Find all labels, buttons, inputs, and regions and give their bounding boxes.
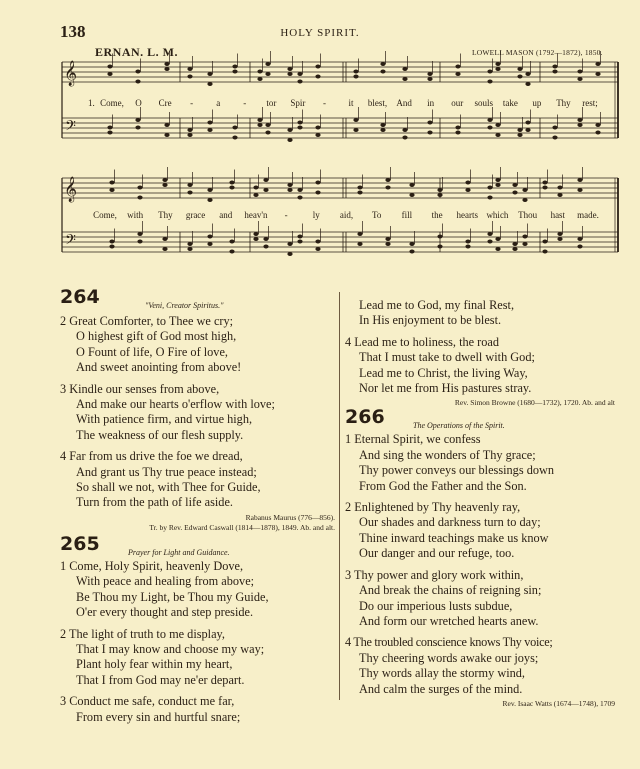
note-head — [263, 188, 268, 192]
note-head — [232, 70, 237, 74]
note-head — [265, 131, 270, 135]
verse-line: And make our hearts o'erflow with love; — [76, 397, 275, 412]
hymn-264 — [60, 286, 335, 533]
column-divider — [339, 292, 340, 700]
verse-line: 4 Far from us drive the foe we dread, — [60, 449, 243, 464]
note-head — [385, 186, 390, 190]
note-head — [522, 242, 527, 246]
note-head — [517, 75, 522, 79]
note-head — [487, 80, 492, 84]
tune-name: ERNAN. L. M. — [95, 45, 178, 59]
note-head — [437, 188, 442, 192]
verse-line: Our danger and our refuge, too. — [359, 546, 515, 561]
note-head — [315, 240, 320, 244]
music-score — [0, 0, 640, 290]
lyric-syllable: souls — [474, 98, 494, 108]
note-head — [409, 183, 414, 187]
verse-line: And break the chains of reigning sin; — [359, 583, 542, 598]
lyric-syllable: O — [135, 98, 142, 108]
note-head — [187, 242, 192, 246]
note-head — [465, 181, 470, 185]
note-head — [187, 67, 192, 71]
note-head — [465, 245, 470, 249]
note-head — [517, 128, 522, 132]
verse-line: That I may know and choose my way; — [76, 641, 265, 656]
note-head — [542, 186, 547, 190]
note-head — [409, 242, 414, 246]
note-head — [109, 188, 114, 192]
verse-line: O'er every thought and step preside. — [76, 605, 254, 620]
note-head — [137, 196, 142, 200]
note-head — [542, 250, 547, 254]
treble-clef: 𝄞 — [64, 61, 78, 86]
note-head — [577, 77, 582, 81]
note-head — [207, 72, 212, 76]
verse-line: From God the Father and the Son. — [359, 478, 527, 493]
note-head — [287, 72, 292, 76]
verse-line: Lead me to Christ, the living Way, — [359, 365, 528, 380]
verse-line: Plant holy fear within my heart, — [76, 657, 233, 672]
verse-line: And calm the surges of the mind. — [359, 681, 523, 696]
note-head — [287, 188, 292, 192]
note-head — [380, 70, 385, 74]
note-head — [207, 188, 212, 192]
note-head — [107, 126, 112, 130]
lyric-syllable: blest, — [367, 98, 388, 108]
bass-clef: 𝄢 — [65, 232, 76, 252]
note-head — [137, 240, 142, 244]
note-head — [577, 70, 582, 74]
note-head — [437, 193, 442, 197]
note-head — [107, 131, 112, 135]
note-head — [495, 123, 500, 127]
note-head — [257, 118, 262, 122]
lyric-syllable: aid, — [339, 210, 354, 220]
note-head — [229, 186, 234, 190]
note-head — [207, 198, 212, 202]
lyric-syllable: in — [427, 98, 435, 108]
hymn-title: Prayer for Light and Guidance. — [128, 547, 230, 557]
note-head — [487, 186, 492, 190]
note-head — [512, 183, 517, 187]
note-head — [557, 232, 562, 236]
note-head — [357, 186, 362, 190]
verse-line: And sing the wonders of Thy grace; — [359, 447, 536, 462]
lyric-syllable: ly — [312, 210, 320, 220]
note-head — [557, 186, 562, 190]
note-head — [357, 191, 362, 195]
lyric-syllable: and — [219, 210, 233, 220]
note-head — [495, 62, 500, 66]
lyric-syllable: Thy — [556, 98, 571, 108]
verse-line: O highest gift of God most high, — [76, 329, 237, 344]
verse-line: 3 Conduct me safe, conduct me far, — [60, 694, 235, 709]
verse-line: Turn from the path of life aside. — [76, 495, 233, 510]
note-head — [135, 70, 140, 74]
treble-clef: 𝄞 — [64, 177, 78, 202]
note-head — [164, 62, 169, 66]
note-head — [287, 183, 292, 187]
note-head — [512, 191, 517, 195]
lyric-syllable: take — [502, 98, 518, 108]
note-head — [164, 133, 169, 137]
verse-line: Thine inward teachings make us know — [359, 530, 549, 545]
lyric-syllable: hearts — [456, 210, 478, 220]
lyric-syllable: - — [190, 98, 194, 108]
note-head — [207, 128, 212, 132]
note-head — [380, 62, 385, 66]
lyric-syllable: Thy — [158, 210, 173, 220]
note-head — [253, 186, 258, 190]
note-head — [315, 247, 320, 251]
note-head — [287, 128, 292, 132]
lyric-syllable: Come, — [93, 210, 117, 220]
note-head — [263, 245, 268, 249]
note-head — [297, 235, 302, 239]
note-head — [109, 240, 114, 244]
verse-line: And grant us Thy true peace instead; — [76, 464, 257, 479]
note-head — [257, 77, 262, 81]
note-head — [552, 70, 557, 74]
verse-line: 2 The light of truth to me display, — [60, 626, 225, 641]
note-head — [207, 121, 212, 125]
lyric-syllable: fill — [401, 210, 413, 220]
note-head — [353, 128, 358, 132]
note-head — [380, 123, 385, 127]
lyric-syllable: Spir — [290, 98, 306, 108]
note-head — [315, 133, 320, 137]
verse-line: Lead me to God, my final Rest, — [359, 298, 515, 312]
note-head — [232, 136, 237, 140]
note-head — [402, 136, 407, 140]
lyric-syllable: which — [486, 210, 509, 220]
note-head — [380, 128, 385, 132]
note-head — [253, 193, 258, 197]
hymn-265 — [60, 532, 335, 725]
hymn-credit: Rev. Simon Browne (1680—1732), 1720. Ab. and alt — [454, 398, 615, 408]
hymn-credit-translator: Tr. by Rev. Edward Caswall (1814—1878), 1849. Ab. and alt. — [149, 522, 335, 532]
note-head — [427, 72, 432, 76]
lyric-syllable: with — [127, 210, 144, 220]
note-head — [315, 65, 320, 69]
verse-line: The weakness of our flesh supply. — [76, 427, 244, 442]
page-number: 138 — [60, 22, 86, 41]
hymn-number: 264 — [60, 286, 100, 308]
verse-line: 3 Kindle our senses from above, — [60, 381, 220, 396]
note-head — [107, 65, 112, 69]
note-head — [187, 133, 192, 137]
verse-line: Thy power conveys our blessings down — [359, 463, 555, 478]
verse-line: Thy words allay the stormy wind, — [359, 666, 525, 681]
note-head — [577, 245, 582, 249]
verse-line: Nor let me from His pastures stray. — [359, 381, 532, 396]
note-head — [542, 181, 547, 185]
note-head — [595, 131, 600, 135]
hymn-credit: Rev. Isaac Watts (1674—1748), 1709 — [502, 698, 615, 708]
hymn-title: "Veni, Creator Spiritus." — [145, 301, 224, 310]
note-head — [522, 188, 527, 192]
note-head — [229, 181, 234, 185]
note-head — [427, 77, 432, 81]
verse-line: O Fount of life, O Fire of love, — [76, 344, 228, 359]
note-head — [577, 178, 582, 182]
lyric-syllable: - — [284, 210, 288, 220]
hymn-number: 265 — [60, 532, 100, 555]
note-head — [135, 126, 140, 130]
note-head — [297, 188, 302, 192]
note-head — [455, 131, 460, 135]
note-head — [162, 178, 167, 182]
verse-line: 4 Lead me to holiness, the road — [345, 334, 500, 349]
note-head — [109, 181, 114, 185]
hymn-266 — [345, 406, 615, 709]
note-head — [495, 133, 500, 137]
note-head — [107, 72, 112, 76]
note-head — [187, 247, 192, 251]
note-head — [162, 183, 167, 187]
note-head — [522, 235, 527, 239]
tune-composer: LOWELL MASON (1792—1872), 1850. — [472, 48, 603, 57]
note-head — [253, 232, 258, 236]
note-head — [287, 67, 292, 71]
note-head — [487, 240, 492, 244]
lyric-syllable: the — [431, 210, 443, 220]
note-head — [512, 247, 517, 251]
note-head — [385, 237, 390, 241]
note-head — [487, 70, 492, 74]
note-head — [297, 126, 302, 130]
note-head — [297, 121, 302, 125]
note-head — [525, 82, 530, 86]
lyric-syllable: it — [348, 98, 354, 108]
note-head — [525, 128, 530, 132]
note-head — [265, 72, 270, 76]
lyric-syllable: heav'n — [244, 210, 268, 220]
note-head — [455, 126, 460, 130]
verse-line: Our shades and darkness turn to day; — [359, 515, 541, 530]
note-head — [487, 118, 492, 122]
note-head — [207, 82, 212, 86]
note-head — [557, 193, 562, 197]
note-head — [207, 242, 212, 246]
note-head — [164, 67, 169, 71]
verse-line: With peace and healing from above; — [76, 574, 255, 589]
note-head — [353, 75, 358, 79]
note-head — [402, 67, 407, 71]
verse-line: 1 Eternal Spirit, we confess — [345, 432, 481, 447]
note-head — [517, 67, 522, 71]
left-column — [60, 286, 335, 725]
verse-line: So shall we not, with Thee for Guide, — [76, 480, 261, 495]
note-head — [595, 62, 600, 66]
note-head — [552, 126, 557, 130]
verse-line: Thy cheering words awake our joys; — [359, 650, 539, 665]
lyric-syllable: And — [396, 98, 412, 108]
note-head — [162, 247, 167, 251]
hymn-credit: Rabanus Maurus (776—856). — [245, 512, 335, 522]
verse-line: 2 Great Comforter, to Thee we cry; — [60, 314, 234, 328]
note-head — [409, 250, 414, 254]
verse-line: That I must take to dwell with God; — [359, 350, 535, 365]
lyric-syllable: a — [216, 98, 221, 108]
lyric-syllable: - — [243, 98, 247, 108]
note-head — [315, 181, 320, 185]
lyric-syllable: rest; — [582, 98, 598, 108]
note-head — [552, 136, 557, 140]
note-head — [385, 178, 390, 182]
note-head — [465, 240, 470, 244]
lyric-syllable: tor — [266, 98, 277, 108]
note-head — [542, 240, 547, 244]
note-head — [525, 121, 530, 125]
verse-number: 1. — [88, 98, 95, 108]
note-head — [229, 250, 234, 254]
lyric-syllable: To — [372, 210, 382, 220]
verse-line: Do our imperious lusts subdue, — [359, 598, 513, 613]
note-head — [357, 242, 362, 246]
note-head — [109, 245, 114, 249]
note-head — [577, 118, 582, 122]
note-head — [577, 188, 582, 192]
verse-line: And sweet anointing from above! — [76, 360, 242, 375]
note-head — [525, 72, 530, 76]
note-head — [232, 126, 237, 130]
note-head — [297, 80, 302, 84]
note-head — [263, 178, 268, 182]
note-head — [263, 237, 268, 241]
note-head — [353, 70, 358, 74]
lyric-syllable: Cre — [158, 98, 172, 108]
note-head — [512, 242, 517, 246]
note-head — [187, 128, 192, 132]
note-head — [257, 70, 262, 74]
note-head — [229, 240, 234, 244]
note-head — [287, 242, 292, 246]
lyric-syllable: up — [532, 98, 542, 108]
verse-line: That I from God may ne'er depart. — [76, 672, 245, 687]
verse-line: 2 Enlightened by Thy heavenly ray, — [345, 500, 521, 515]
verse-line: Be Thou my Light, be Thou my Guide, — [76, 589, 269, 604]
note-head — [577, 123, 582, 127]
note-head — [137, 232, 142, 236]
note-head — [207, 235, 212, 239]
note-head — [385, 242, 390, 246]
note-head — [465, 188, 470, 192]
note-head — [487, 232, 492, 236]
verse-line: 3 Thy power and glory work within, — [345, 567, 524, 582]
verse-line: 1 Come, Holy Spirit, heavenly Dove, — [60, 558, 244, 573]
lyric-syllable: Come, — [100, 98, 124, 108]
note-head — [595, 123, 600, 127]
note-head — [455, 65, 460, 69]
note-head — [437, 235, 442, 239]
note-head — [522, 198, 527, 202]
note-head — [557, 237, 562, 241]
lyric-syllable: - — [322, 98, 326, 108]
note-head — [357, 232, 362, 236]
note-head — [253, 237, 258, 241]
note-head — [135, 118, 140, 122]
note-head — [164, 123, 169, 127]
note-head — [552, 65, 557, 69]
note-head — [297, 196, 302, 200]
note-head — [427, 131, 432, 135]
right-column — [345, 298, 615, 709]
note-head — [187, 183, 192, 187]
lyric-syllable: made. — [577, 210, 599, 220]
lyric-syllable: hast — [550, 210, 566, 220]
lyric-syllable: our — [451, 98, 464, 108]
note-head — [517, 133, 522, 137]
running-title: HOLY SPIRIT. — [280, 27, 360, 39]
note-head — [187, 75, 192, 79]
verse-line: From every sin and hurtful snare; — [76, 709, 241, 724]
note-head — [402, 128, 407, 132]
note-head — [265, 123, 270, 127]
note-head — [287, 138, 292, 142]
note-head — [409, 193, 414, 197]
note-head — [135, 80, 140, 84]
note-head — [287, 252, 292, 256]
note-head — [162, 237, 167, 241]
note-head — [187, 191, 192, 195]
hymn-title: The Operations of the Spirit. — [413, 421, 505, 431]
note-head — [427, 121, 432, 125]
note-head — [495, 178, 500, 182]
note-head — [495, 183, 500, 187]
note-head — [315, 75, 320, 79]
hymn-number: 266 — [345, 406, 385, 429]
note-head — [232, 65, 237, 69]
note-head — [297, 240, 302, 244]
note-head — [577, 237, 582, 241]
note-head — [495, 237, 500, 241]
note-head — [487, 196, 492, 200]
note-head — [353, 118, 358, 122]
lyric-syllable: Thou — [518, 210, 538, 220]
bass-clef: 𝄢 — [65, 118, 76, 138]
lyric-syllable: grace — [185, 210, 206, 220]
verse-line: With patience firm, and virtue high, — [76, 412, 253, 427]
note-head — [437, 245, 442, 249]
note-head — [257, 123, 262, 127]
note-head — [487, 126, 492, 130]
note-head — [595, 72, 600, 76]
note-head — [137, 186, 142, 190]
note-head — [265, 62, 270, 66]
verse-line: And form our wretched hearts anew. — [359, 613, 539, 628]
note-head — [315, 126, 320, 130]
note-head — [297, 72, 302, 76]
verse-line: 4 The troubled conscience knows Thy voice; — [345, 635, 553, 650]
note-head — [495, 67, 500, 71]
note-head — [315, 191, 320, 195]
note-head — [402, 77, 407, 81]
note-head — [495, 247, 500, 251]
note-head — [455, 72, 460, 76]
verse-line: In His enjoyment to be blest. — [359, 313, 502, 328]
